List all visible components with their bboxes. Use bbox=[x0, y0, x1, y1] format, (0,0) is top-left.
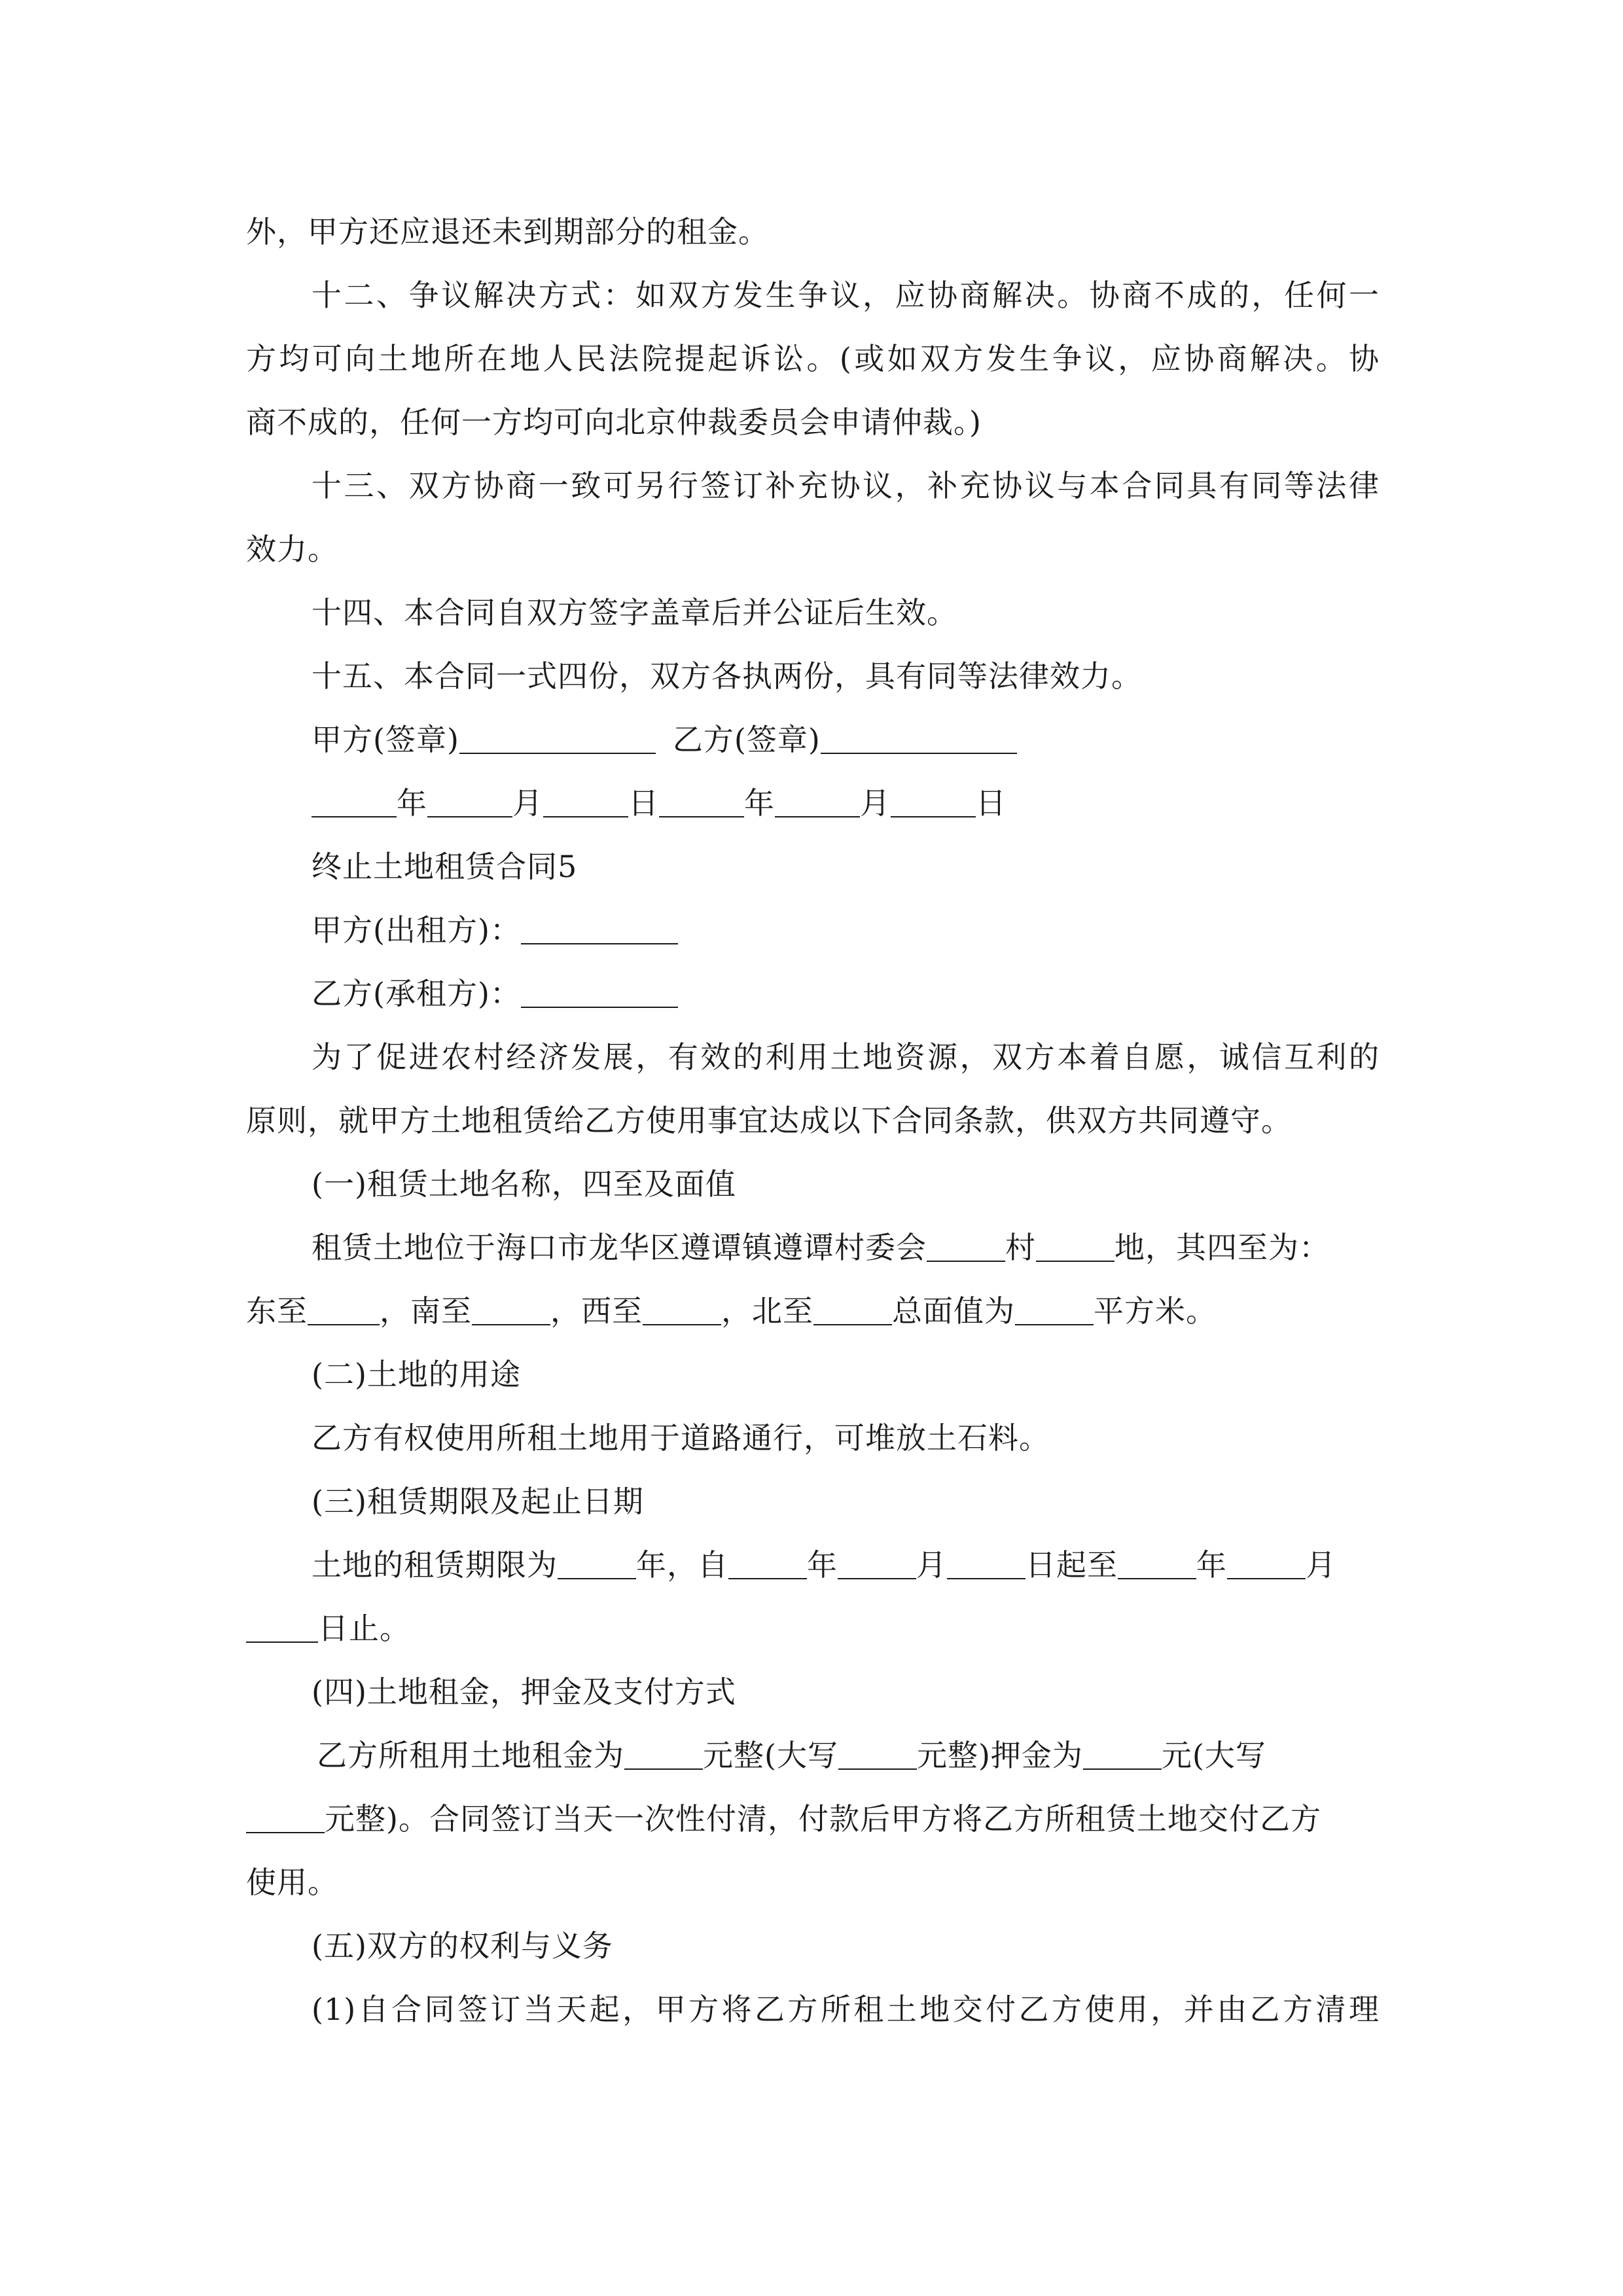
term-line-1: 土地的租赁期限为 年，自 年 月 日起至 年 月 bbox=[312, 1547, 1336, 1583]
clause-15: 十五、本合同一式四份，双方各执两份，具有同等法律效力。 bbox=[312, 658, 1142, 694]
land-location-line-1: 租赁土地位于海口市龙华区遵谭镇遵谭村委会 村 地，其四至为： bbox=[312, 1230, 1330, 1265]
rent-line-2: 元整)。合同签订当天一次性付清，付款后甲方将乙方所租赁土地交付乙方 bbox=[246, 1787, 1380, 1851]
date-day-label-2: 日 bbox=[976, 785, 1007, 821]
date-month-label: 月 bbox=[512, 785, 543, 821]
rent-line-3: 使用。 bbox=[246, 1865, 338, 1900]
clause-13-line-2: 效力。 bbox=[246, 531, 338, 567]
preamble-line-2: 原则，就甲方土地租赁给乙方使用事宜达成以下合同条款，供双方共同遵守。 bbox=[246, 1103, 1292, 1138]
party-b-signature-blank bbox=[821, 724, 1017, 754]
clause-12-line-3: 商不成的，任何一方均可向北京仲裁委员会申请仲裁。) bbox=[246, 404, 982, 440]
term-line-2: 日止。 bbox=[246, 1597, 1380, 1660]
clause-12-line-1: 十二、争议解决方式：如双方发生争议，应协商解决。协商不成的，任何一 bbox=[312, 278, 1380, 313]
section-1-heading: (一)租赁土地名称，四至及面值 bbox=[312, 1166, 736, 1202]
lessor-row bbox=[246, 899, 1380, 962]
date-month-label-2: 月 bbox=[860, 785, 891, 821]
preamble-line-1: 为了促进农村经济发展，有效的利用土地资源，双方本着自愿，诚信互利的 bbox=[312, 1039, 1380, 1075]
section-4-heading: (四)土地租金，押金及支付方式 bbox=[312, 1674, 736, 1710]
lessee-row bbox=[246, 962, 1380, 1026]
lessor-blank bbox=[521, 914, 678, 944]
date-year-label: 年 bbox=[397, 785, 427, 821]
contract-title: 终止土地租赁合同5 bbox=[312, 849, 578, 884]
date-day-label: 日 bbox=[628, 785, 659, 821]
date-year-label-2: 年 bbox=[744, 785, 775, 821]
section-3-heading: (三)租赁期限及起止日期 bbox=[312, 1484, 644, 1519]
party-b-signature-label: 乙方(签章) bbox=[672, 722, 821, 757]
land-use-text: 乙方有权使用所租土地用于道路通行，可堆放土石料。 bbox=[312, 1420, 1050, 1456]
signature-row bbox=[246, 708, 1380, 772]
date-row bbox=[246, 772, 1380, 835]
lessee-blank bbox=[521, 978, 678, 1008]
lessee-label: 乙方(承租方)： bbox=[312, 976, 521, 1011]
clause-13-line-1: 十三、双方协商一致可另行签订补充协议，补充协议与本合同具有同等法律 bbox=[312, 468, 1380, 503]
rent-line-1: 乙方所租用土地租金为 元整(大写 元整)押金为 元(大写 bbox=[317, 1738, 1266, 1773]
section-5-heading: (五)双方的权利与义务 bbox=[312, 1928, 613, 1964]
clause-14: 十四、本合同自双方签字盖章后并公证后生效。 bbox=[312, 595, 957, 630]
text-line: 外，甲方还应退还未到期部分的租金。 bbox=[246, 214, 769, 249]
clause-12-line-2: 方均可向土地所在地人民法院提起诉讼。(或如双方发生争议，应协商解决。协 bbox=[246, 341, 1380, 376]
contract-body bbox=[246, 200, 1380, 2041]
rights-item-1: (1)自合同签订当天起，甲方将乙方所租土地交付乙方使用，并由乙方清理 bbox=[312, 1992, 1380, 2027]
section-2-heading: (二)土地的用途 bbox=[312, 1357, 521, 1392]
lessor-label: 甲方(出租方)： bbox=[312, 912, 521, 948]
party-a-signature-blank bbox=[459, 724, 656, 754]
land-location-line-2: 东至 ，南至 ，西至 ，北至 总面值为 平方米。 bbox=[246, 1293, 1217, 1329]
party-a-signature-label: 甲方(签章) bbox=[312, 722, 459, 757]
